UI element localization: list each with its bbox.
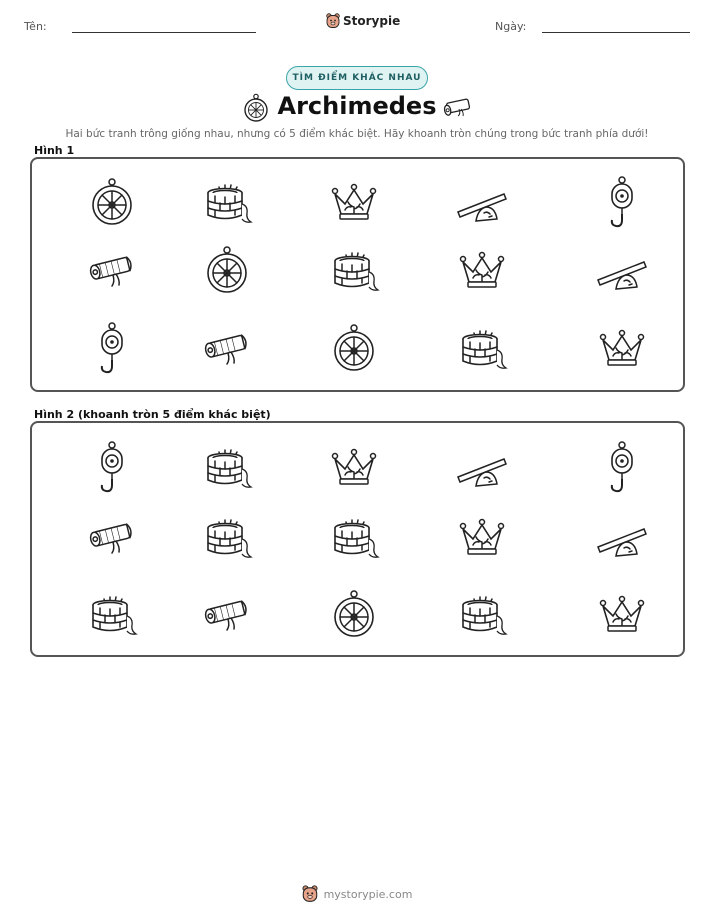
pulley-hook-icon[interactable] xyxy=(607,176,637,230)
compass-icon[interactable] xyxy=(332,323,376,375)
pulley-hook-icon[interactable] xyxy=(607,441,637,495)
footer-url: mystorypie.com xyxy=(323,887,413,901)
lever-icon[interactable] xyxy=(596,251,648,291)
brand-logo xyxy=(326,13,400,29)
lever-icon[interactable] xyxy=(456,448,508,488)
picture1-label: Hình 1 xyxy=(34,144,75,157)
well-icon[interactable] xyxy=(458,328,506,370)
compass-icon[interactable] xyxy=(90,177,134,229)
well-icon[interactable] xyxy=(203,447,251,489)
crown-icon[interactable] xyxy=(459,518,505,558)
well-icon[interactable] xyxy=(203,182,251,224)
well-icon[interactable] xyxy=(330,517,378,559)
lever-icon[interactable] xyxy=(456,183,508,223)
crown-icon[interactable] xyxy=(459,251,505,291)
brand-name: Storypie xyxy=(343,14,401,28)
title-scroll-icon xyxy=(442,96,474,122)
pulley-hook-icon[interactable] xyxy=(97,322,127,376)
page-title: Archimedes xyxy=(277,92,437,120)
scroll-icon[interactable] xyxy=(202,331,252,367)
compass-icon[interactable] xyxy=(205,245,249,297)
compass-icon[interactable] xyxy=(332,589,376,641)
lever-icon[interactable] xyxy=(596,518,648,558)
picture2-label: Hình 2 (khoanh tròn 5 điểm khác biệt) xyxy=(34,408,271,421)
pulley-hook-icon[interactable] xyxy=(97,441,127,495)
scroll-icon[interactable] xyxy=(202,597,252,633)
activity-badge: TÌM ĐIỂM KHÁC NHAU xyxy=(286,66,428,90)
date-label: Ngày: xyxy=(495,20,527,33)
well-icon[interactable] xyxy=(88,594,136,636)
instructions: Hai bức tranh trông giống nhau, nhưng có 5 điểm khác biệt. Hãy khoanh tròn chúng trong bức tranh phía dưới! xyxy=(65,128,649,140)
name-label: Tên: xyxy=(24,20,47,33)
crown-icon[interactable] xyxy=(599,595,645,635)
bear-mascot-icon xyxy=(326,13,340,29)
bear-mascot-icon xyxy=(302,885,318,903)
crown-icon[interactable] xyxy=(331,448,377,488)
picture1-panel[interactable] xyxy=(30,157,685,392)
well-icon[interactable] xyxy=(203,517,251,559)
scroll-icon[interactable] xyxy=(87,253,137,289)
crown-icon[interactable] xyxy=(599,329,645,369)
crown-icon[interactable] xyxy=(331,183,377,223)
well-icon[interactable] xyxy=(330,250,378,292)
picture2-panel[interactable] xyxy=(30,421,685,657)
footer xyxy=(0,885,714,903)
well-icon[interactable] xyxy=(458,594,506,636)
scroll-icon[interactable] xyxy=(87,520,137,556)
date-line[interactable] xyxy=(542,32,690,33)
name-line[interactable] xyxy=(72,32,256,33)
